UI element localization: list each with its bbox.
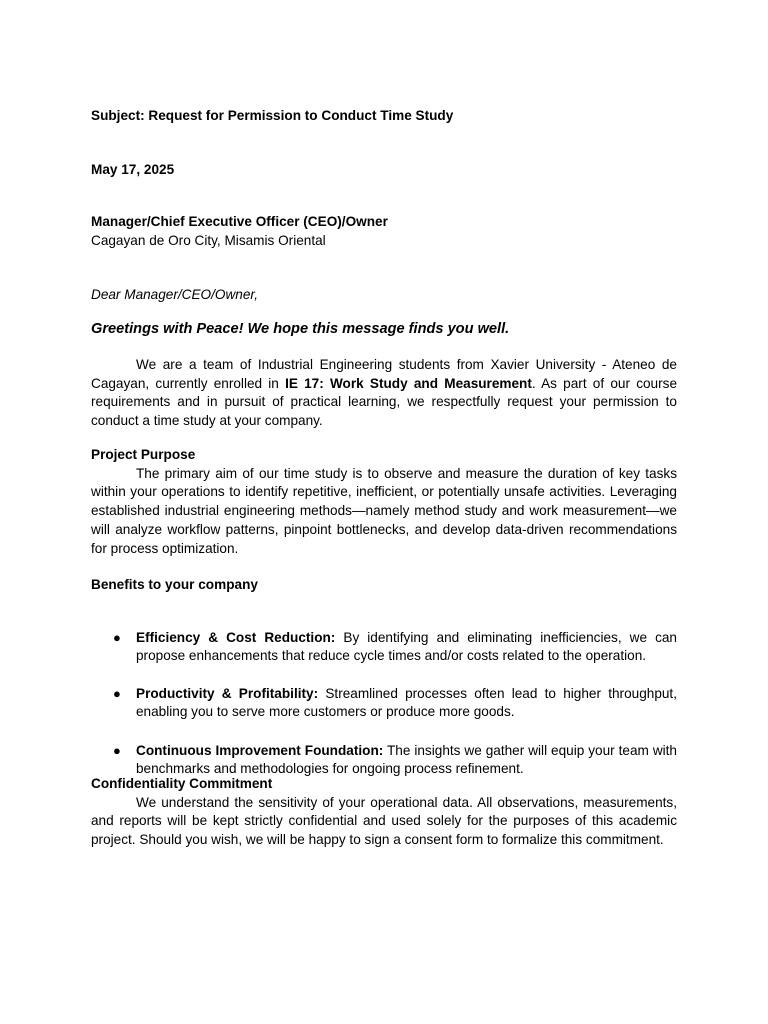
intro-text-after: . As part of our course requirements and in pursuit of practical learning, we respectfully request your permission to conduct a time study at your company. (91, 375, 678, 429)
benefits-heading: Benefits to your company (91, 577, 258, 592)
intro-paragraph (91, 356, 677, 431)
bullet-icon: ● (113, 685, 121, 701)
benefits-section (91, 576, 677, 777)
course-name: IE 17: Work Study and Measurement (285, 375, 532, 391)
confidentiality-paragraph: We understand the sensitivity of your operational data. All observations, measurements, and reports will be kept strictly confidential and used solely for the purposes of this academic project. Should you wish, we will be happy to sign a consent form to formalize this commitment. (91, 794, 677, 848)
benefit-text (136, 685, 677, 722)
purpose-paragraph: The primary aim of our time study is to observe and measure the duration of key tasks within your operations to identify repetitive, inefficient, or potentially unsafe activities. Leveraging established industrial engineering methods—namely method study and work measurement—we will analyze workflow patterns, pinpoint bottlenecks, and develop data‑driven recommendations for process optimization. (91, 465, 677, 556)
intro-text-before: We are a team of Industrial Engineering students from Xavier University - Ateneo de Cagayan, currently enrolled in (91, 357, 677, 391)
letter-date: May 17, 2025 (91, 162, 175, 177)
greeting: Greetings with Peace! We hope this message finds you well. (91, 321, 510, 337)
recipient-address: Cagayan de Oro City, Misamis Oriental (91, 232, 326, 248)
benefit-title: Productivity & Profitability: (136, 685, 319, 701)
subject-line: Subject: Request for Permission to Conduct Time Study (91, 108, 454, 123)
benefit-title: Continuous Improvement Foundation: (136, 742, 384, 758)
recipient-block (91, 213, 677, 250)
benefit-description: The insights we gather will equip your team with benchmarks and methodologies for ongoing process refinement. (136, 742, 677, 777)
purpose-heading: Project Purpose (91, 447, 196, 462)
recipient-title: Manager/Chief Executive Officer (CEO)/Owner (91, 214, 388, 229)
benefit-title: Efficiency & Cost Reduction: (136, 629, 336, 645)
confidentiality-heading: Confidentiality Commitment (91, 776, 273, 791)
bullet-icon: ● (113, 742, 121, 758)
bullet-icon: ● (113, 629, 121, 645)
benefit-description: By identifying and eliminating inefficiencies, we can propose enhancements that reduce cycle times and/or costs related to the operation. (136, 629, 677, 664)
benefit-text (136, 629, 677, 666)
intro-section (91, 356, 677, 431)
salutation: Dear Manager/CEO/Owner, (91, 287, 258, 302)
benefit-text (136, 742, 677, 779)
benefit-description: Streamlined processes often lead to higher throughput, enabling you to serve more customers or produce more goods. (136, 685, 677, 720)
purpose-section (91, 446, 677, 558)
confidentiality-section (91, 775, 677, 850)
